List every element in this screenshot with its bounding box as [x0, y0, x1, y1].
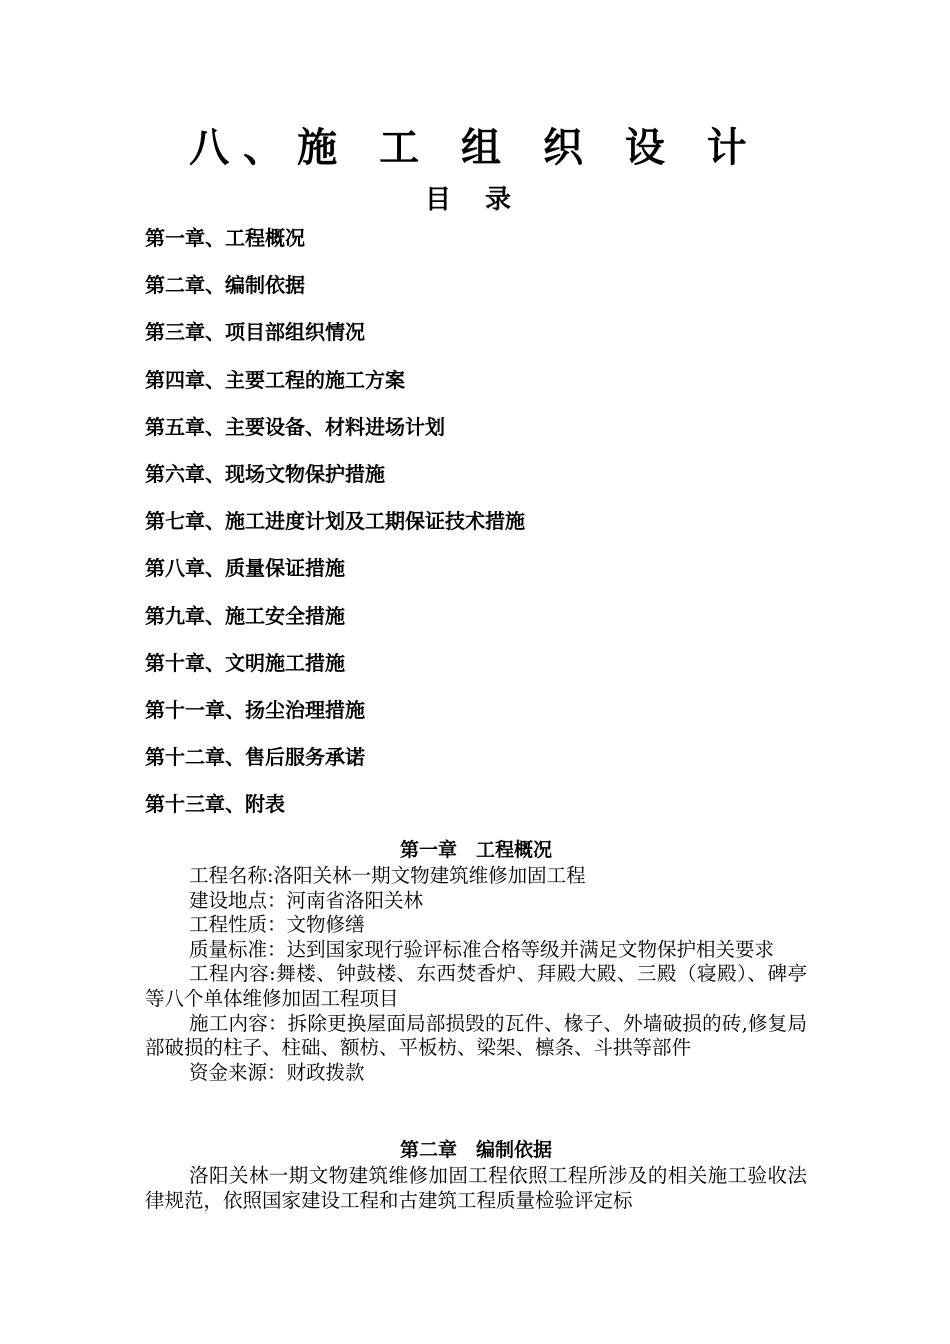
toc-item: 第五章、主要设备、材料进场计划: [145, 414, 445, 439]
chapter-heading: 第一章 工程概况: [399, 839, 552, 861]
toc-item: 第十一章、扬尘治理措施: [145, 697, 365, 722]
document-title: 八、施 工 组 织 设 计: [189, 124, 761, 171]
toc-item: 第七章、施工进度计划及工期保证技术措施: [145, 509, 525, 534]
toc-item: 第十三章、附表: [145, 792, 285, 817]
paragraph: 资金来源：财政拨款: [189, 1060, 365, 1084]
toc-item: 第一章、工程概况: [145, 226, 305, 250]
toc-item: 第十章、文明施工措施: [145, 650, 345, 675]
toc-item: 第三章、项目部组织情况: [145, 320, 365, 345]
paragraph: 质量标准：达到国家现行验评标准合格等级并满足文物保护相关要求: [189, 937, 775, 961]
paragraph: 洛阳关林一期文物建筑维修加固工程依照工程所涉及的相关施工验收法律规范，依照国家建设工程和古建筑工程质量检验评定标: [145, 1164, 807, 1212]
toc-item: 第十二章、售后服务承诺: [145, 745, 365, 770]
toc-item: 第二章、编制依据: [145, 273, 305, 298]
paragraph: 工程名称:洛阳关林一期文物建筑维修加固工程: [189, 864, 586, 887]
toc-item: 第九章、施工安全措施: [145, 603, 345, 628]
table-of-contents: [145, 220, 825, 833]
toc-item: 第六章、现场文物保护措施: [145, 461, 385, 486]
toc-item: 第八章、质量保证措施: [145, 556, 345, 581]
chapter-1-section: [145, 836, 807, 1085]
toc-title: 目录: [424, 185, 545, 215]
paragraph: 工程内容:舞楼、钟鼓楼、东西焚香炉、拜殿大殿、三殿（寝殿）、碑亭等八个单体维修加固工程项目: [145, 962, 807, 1010]
chapter-2-section: [145, 1136, 807, 1213]
toc-item: 第四章、主要工程的施工方案: [145, 367, 405, 392]
paragraph: 工程性质：文物修缮: [189, 913, 365, 937]
chapter-heading: 第二章 编制依据: [399, 1139, 552, 1161]
paragraph: 建设地点：河南省洛阳关林: [189, 888, 424, 912]
paragraph: 施工内容：拆除更换屋面局部损毁的瓦件、椽子、外墙破损的砖,修复局部破损的柱子、柱础、额枋、平板枋、梁架、檩条、斗拱等部件: [145, 1011, 807, 1060]
